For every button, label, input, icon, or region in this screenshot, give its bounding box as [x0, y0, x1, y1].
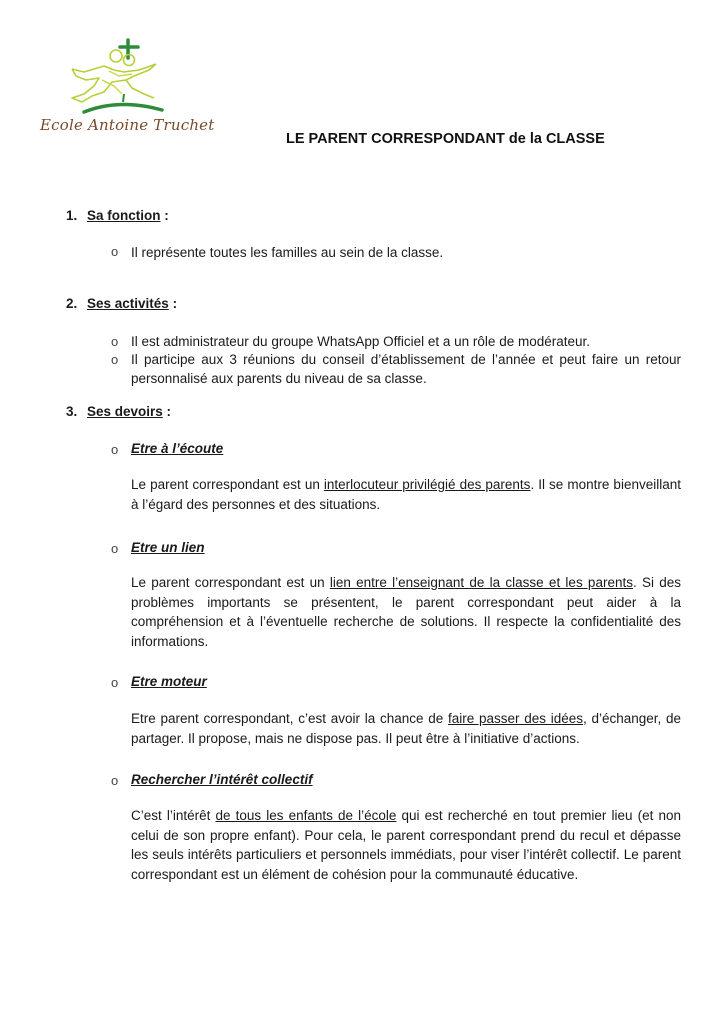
bullet-icon: o	[111, 334, 119, 349]
duty-paragraph	[131, 475, 681, 514]
paragraph-text: , d’échanger, de partager. Il propose, mais ne dispose pas. Il peut être à l’initiative d’actions.	[131, 711, 681, 746]
bullet-icon: o	[111, 773, 119, 788]
duty-heading: Etre un lien	[131, 540, 205, 555]
paragraph-text: Le parent correspondant est un	[131, 477, 324, 492]
paragraph-text: . Il se montre bienveillant à l’égard des personnes et des situations.	[131, 477, 681, 512]
emphasis-text: faire passer des idées	[447, 711, 583, 726]
school-logo	[40, 36, 215, 141]
section-suffix: :	[160, 208, 169, 223]
section-suffix: :	[168, 296, 178, 311]
list-item: Il représente toutes les familles au sein de la classe.	[131, 245, 444, 260]
list-item: Il est administrateur du groupe WhatsApp Officiel et a un rôle de modérateur.	[131, 334, 590, 349]
bullet-icon: o	[111, 675, 119, 690]
section-number: 3.	[66, 404, 78, 419]
section-heading-activites	[66, 296, 177, 311]
section-heading-devoirs	[66, 404, 171, 419]
duty-heading: Rechercher l’intérêt collectif	[131, 772, 313, 787]
paragraph-text: Le parent correspondant est un	[131, 575, 330, 590]
emphasis-text: interlocuteur privilégié des parents	[323, 477, 531, 492]
bullet-icon: o	[111, 442, 119, 457]
paragraph-text: Etre parent correspondant, c’est avoir la chance de	[131, 711, 448, 726]
bullet-icon: o	[111, 244, 119, 259]
emphasis-text: lien entre l’enseignant de la classe et les parents	[329, 575, 633, 590]
duty-paragraph	[131, 806, 681, 884]
paragraph-text: C’est l’intérêt	[131, 808, 216, 823]
section-suffix: :	[162, 404, 172, 419]
emphasis-text: de tous les enfants de l’école	[215, 808, 397, 823]
section-label: Ses activités	[87, 296, 169, 311]
bullet-icon: o	[111, 352, 119, 367]
duty-heading: Etre moteur	[131, 674, 207, 689]
page-title: LE PARENT CORRESPONDANT de la CLASSE	[286, 131, 605, 147]
section-heading-fonction	[66, 208, 169, 223]
paragraph-text: . Si des problèmes importants se présentent, le parent correspondant peut aider à la compréhension et à l’éventuelle recherche de solutions. Il respecte la confidentialité des informations.	[131, 575, 681, 649]
section-label: Ses devoirs	[87, 404, 163, 419]
duty-paragraph	[131, 709, 681, 748]
paragraph-text: qui est recherché en tout premier lieu (et non celui de son propre enfant). Pour cela, le parent correspondant prend du recul et dépasse les seuls intérêts particuliers et personnels immédiats, pour viser l’intérêt collectif. Le parent correspondant est un élément de cohésion pour la communauté éducative.	[131, 808, 682, 882]
section-label: Sa fonction	[87, 208, 161, 223]
duty-heading: Etre à l’écoute	[131, 441, 224, 456]
bullet-icon: o	[111, 541, 119, 556]
duty-paragraph	[131, 573, 681, 651]
running-children-icon	[64, 36, 174, 114]
list-item: Il participe aux 3 réunions du conseil d’établissement de l’année et peut faire un retour personnalisé aux parents du niveau de sa classe.	[131, 352, 681, 386]
section-number: 1.	[66, 208, 78, 223]
school-name: Ecole Antoine Truchet	[40, 116, 215, 134]
section-number: 2.	[66, 296, 78, 311]
